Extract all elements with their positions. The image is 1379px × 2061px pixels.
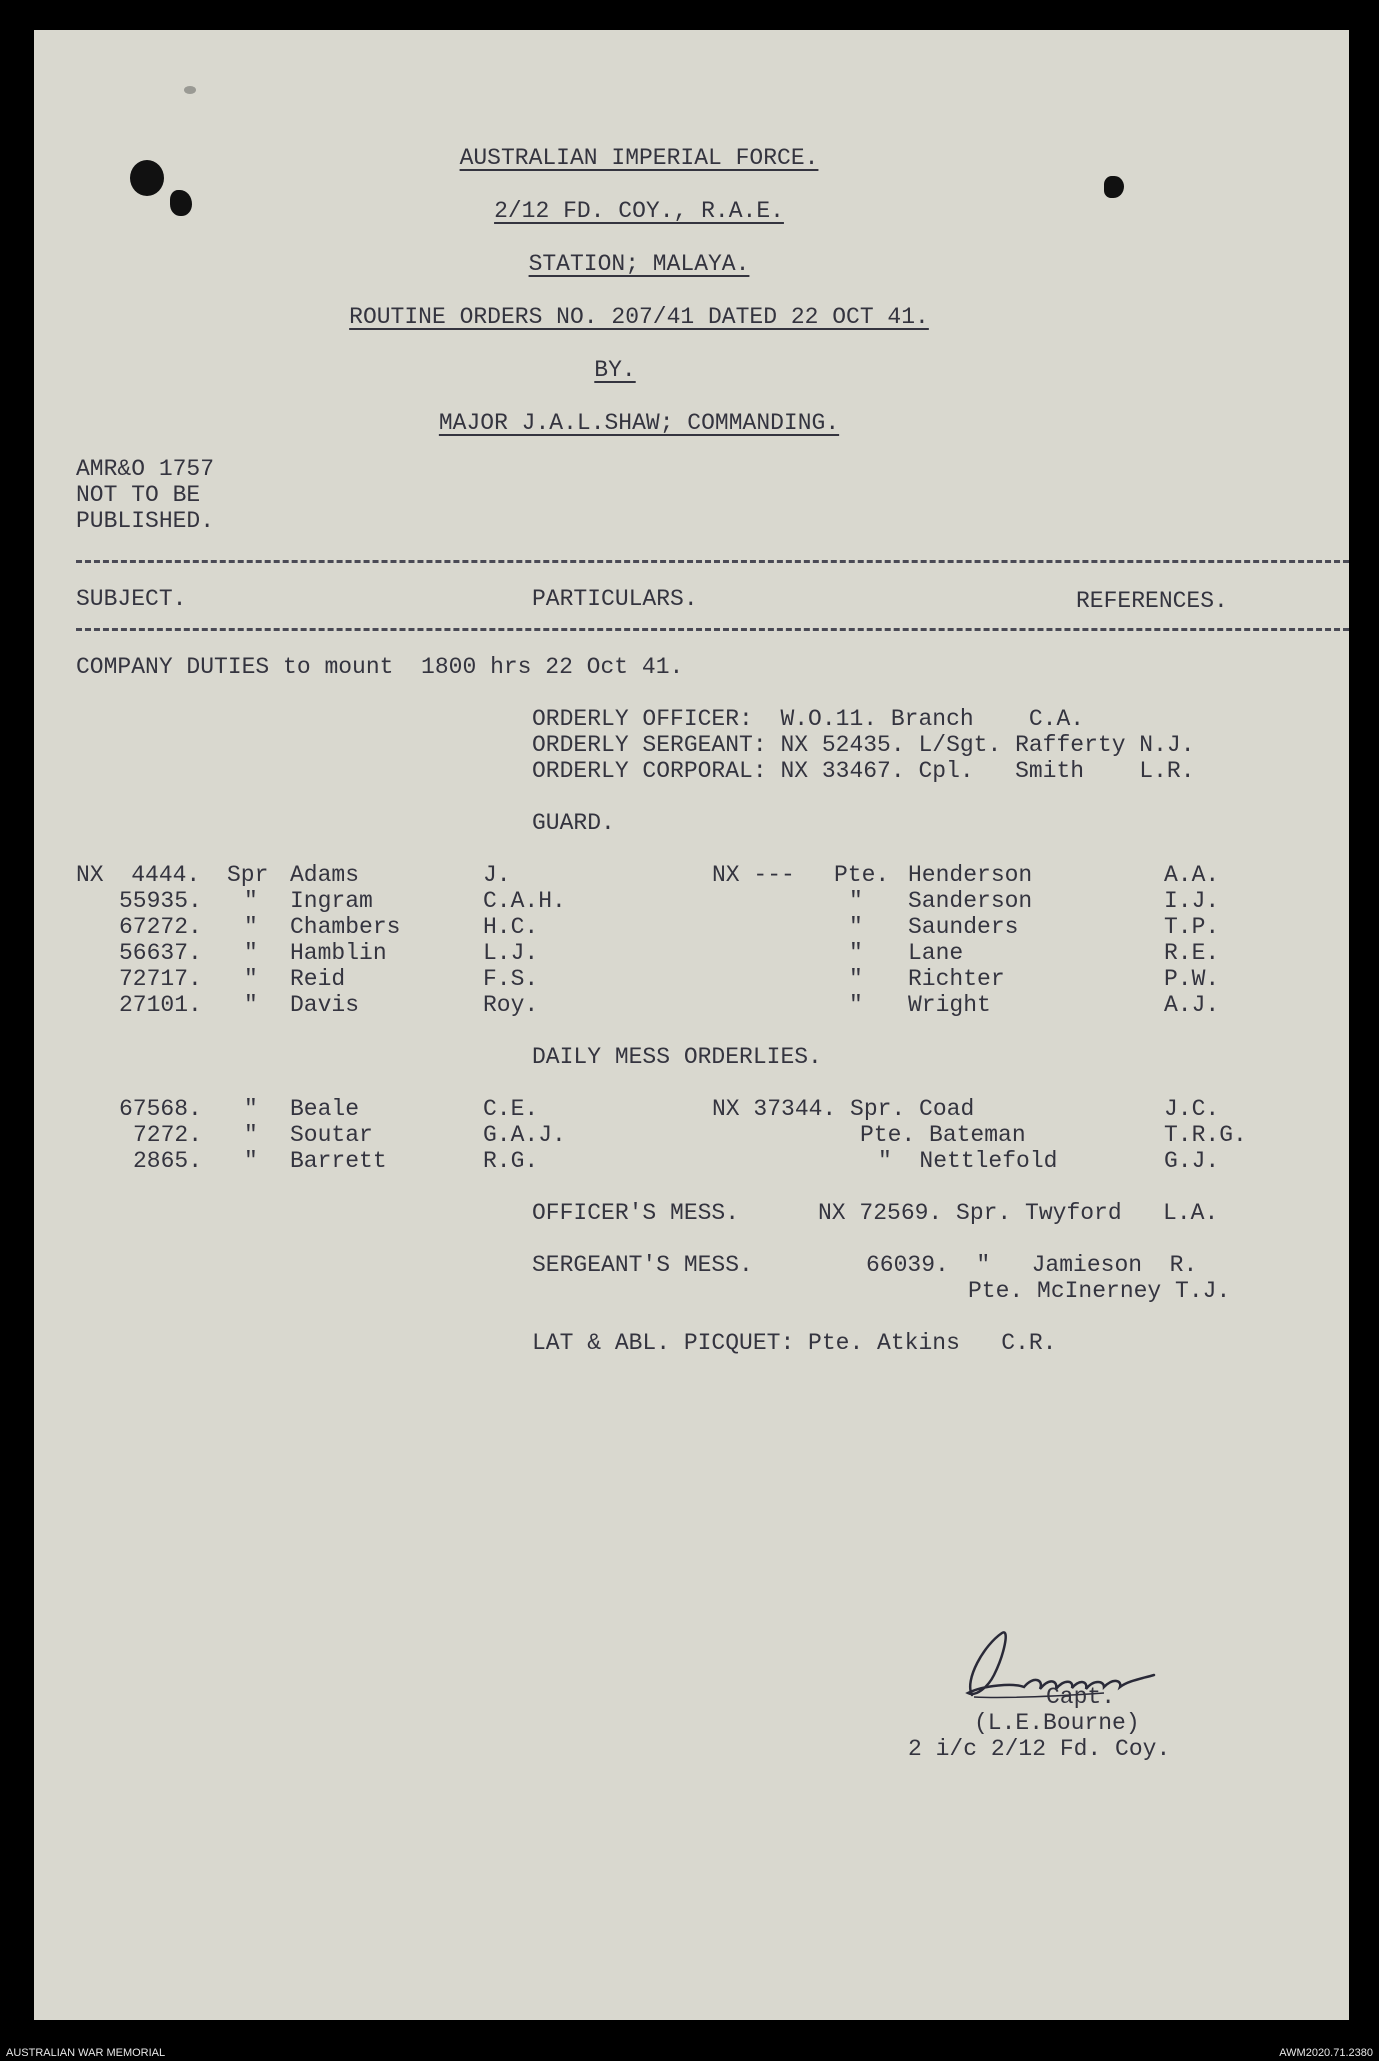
archive-footer [0, 2023, 1379, 2061]
header-orders: ROUTINE ORDERS NO. 207/41 DATED 22 OCT 41. [349, 304, 929, 330]
rank: " [849, 888, 863, 914]
initials: F.S. [483, 966, 539, 992]
orderly-entry: " Nettlefold [878, 1148, 1058, 1174]
service-number: 67272. [119, 914, 202, 940]
paper-tear [184, 86, 196, 94]
surname: Wright [908, 992, 991, 1018]
document-page [34, 30, 1349, 2020]
surname: Saunders [908, 914, 1019, 940]
initials: P.W. [1164, 966, 1220, 992]
rank: " [244, 888, 258, 914]
rank: " [849, 992, 863, 1018]
surname: Barrett [290, 1148, 387, 1174]
surname: Lane [908, 940, 964, 966]
initials: C.E. [483, 1096, 539, 1122]
initials: I.J. [1164, 888, 1220, 914]
surname: Henderson [908, 862, 1033, 888]
initials: A.A. [1164, 862, 1220, 888]
picquet-line: LAT & ABL. PICQUET: Pte. Atkins C.R. [532, 1330, 1057, 1356]
initials: T.P. [1164, 914, 1220, 940]
surname: Reid [290, 966, 346, 992]
rank: " [244, 992, 258, 1018]
initials: R.E. [1164, 940, 1220, 966]
footer-institution: AUSTRALIAN WAR MEMORIAL [6, 2047, 166, 2059]
header-commanding: MAJOR J.A.L.SHAW; COMMANDING. [438, 410, 840, 436]
service-number: 7272. [133, 1122, 203, 1148]
rank: " [849, 940, 863, 966]
initials: G.A.J. [483, 1122, 566, 1148]
service-number: NX --- [712, 862, 795, 888]
service-number: 55935. [119, 888, 202, 914]
orderly-entry: NX 37344. Spr. Coad [712, 1096, 975, 1122]
rank: " [244, 966, 258, 992]
initials: T.R.G. [1164, 1122, 1247, 1148]
orderly-entry: Pte. Bateman [860, 1122, 1026, 1148]
rank: " [849, 966, 863, 992]
surname: Beale [290, 1096, 360, 1122]
signature-rank: Capt. [1046, 1684, 1116, 1710]
rank: " [849, 914, 863, 940]
punch-hole [1104, 176, 1124, 198]
initials: Roy. [483, 992, 539, 1018]
orderly-sergeant: ORDERLY SERGEANT: NX 52435. L/Sgt. Rafferty N.J. [532, 732, 1195, 758]
orderly-officer: ORDERLY OFFICER: W.O.11. Branch C.A. [532, 706, 1085, 732]
orderly-corporal: ORDERLY CORPORAL: NX 33467. Cpl. Smith L.R. [532, 758, 1195, 784]
initials: J.C. [1164, 1096, 1220, 1122]
rank: " [244, 1148, 258, 1174]
signature-position: 2 i/c 2/12 Fd. Coy. [908, 1736, 1171, 1762]
initials: L.J. [483, 940, 539, 966]
officers-mess-label: OFFICER'S MESS. [532, 1200, 740, 1226]
column-references: REFERENCES. [1076, 588, 1228, 614]
surname: Chambers [290, 914, 401, 940]
duties-line: COMPANY DUTIES to mount 1800 hrs 22 Oct 41. [76, 654, 684, 680]
initials: H.C. [483, 914, 539, 940]
note-line-1: AMR&O 1757 [76, 456, 215, 482]
service-number: 27101. [119, 992, 202, 1018]
service-number: 56637. [119, 940, 202, 966]
surname: Sanderson [908, 888, 1033, 914]
divider-top [76, 560, 1349, 563]
sergeants-mess-value-2: Pte. McInerney T.J. [968, 1278, 1231, 1304]
surname: Soutar [290, 1122, 373, 1148]
rank: " [244, 1122, 258, 1148]
initials: J. [483, 862, 511, 888]
header-unit: 2/12 FD. COY., R.A.E. [494, 198, 784, 224]
column-particulars: PARTICULARS. [532, 586, 698, 612]
guard-title: GUARD. [532, 810, 615, 836]
service-number: NX 4444. [76, 862, 201, 888]
rank: Spr [227, 862, 269, 888]
surname: Ingram [290, 888, 373, 914]
rank: Pte. [834, 862, 890, 888]
initials: G.J. [1164, 1148, 1220, 1174]
surname: Davis [290, 992, 360, 1018]
rank: " [244, 940, 258, 966]
column-subject: SUBJECT. [76, 586, 187, 612]
service-number: 2865. [133, 1148, 203, 1174]
footer-accession: AWM2020.71.2380 [1279, 2047, 1373, 2059]
divider-bottom [76, 628, 1349, 631]
initials: R.G. [483, 1148, 539, 1174]
service-number: 72717. [119, 966, 202, 992]
punch-hole [170, 190, 192, 216]
header-by: BY. [594, 357, 636, 383]
surname: Hamblin [290, 940, 387, 966]
surname: Richter [908, 966, 1005, 992]
signature-name: (L.E.Bourne) [974, 1710, 1140, 1736]
initials: C.A.H. [483, 888, 566, 914]
header-title: AUSTRALIAN IMPERIAL FORCE. [459, 145, 819, 171]
initials: A.J. [1164, 992, 1220, 1018]
service-number: 67568. [119, 1096, 202, 1122]
note-line-3: PUBLISHED. [76, 508, 215, 534]
rank: " [244, 1096, 258, 1122]
sergeants-mess-label: SERGEANT'S MESS. [532, 1252, 753, 1278]
mess-title: DAILY MESS ORDERLIES. [532, 1044, 822, 1070]
note-line-2: NOT TO BE [76, 482, 201, 508]
header-station: STATION; MALAYA. [528, 251, 750, 277]
punch-hole [130, 160, 164, 196]
surname: Adams [290, 862, 360, 888]
sergeants-mess-value-1: 66039. " Jamieson R. [866, 1252, 1198, 1278]
rank: " [244, 914, 258, 940]
officers-mess-value: NX 72569. Spr. Twyford L.A. [818, 1200, 1219, 1226]
